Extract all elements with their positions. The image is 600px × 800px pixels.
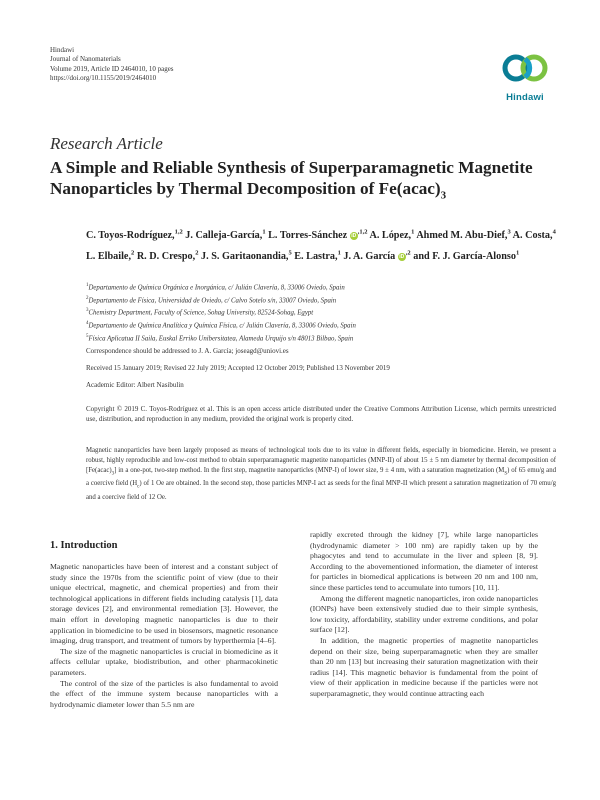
paragraph: Among the different magnetic nanoparticles, iron oxide nanoparticles (IONPs) have been extensively studied due to their simple synthesis, low toxicity, affordability, stability under extreme conditions, and polar surface [12]. — [310, 593, 538, 635]
author-name: J. S. Garitaonandia, — [201, 250, 289, 262]
affiliation-number: 5 — [86, 333, 89, 339]
author-affiliation-marker: 1 — [262, 229, 266, 236]
author — [201, 251, 292, 262]
abstract-sub-1: 3 — [111, 471, 115, 477]
journal-name: Journal of Nanomaterials — [50, 55, 121, 64]
dates-line: Received 15 January 2019; Revised 22 July 2019; Accepted 12 October 2019; Published 13 November 2019 — [86, 364, 390, 372]
logo-wordmark: Hindawi — [506, 92, 544, 103]
section-heading: 1. Introduction — [50, 540, 118, 551]
author-affiliation-marker: 2 — [131, 249, 135, 257]
affiliation — [86, 332, 556, 345]
author-affiliation-marker: 1 — [337, 249, 341, 257]
paragraph: rapidly excreted through the kidney [7], while large nanoparticles (hydrodynamic diameter > 100 nm) are rapidly taken up by the phagocytes and tend to accumulate in the liver and spleen [8, 9]. According to the abovementioned information, the diameter of interest for particles in biomedical applications is between 20 nm and 100 nm, since these particles tend to accumulate into tumors [10, 11]. — [310, 530, 538, 592]
correspondence-line: Correspondence should be addressed to J. A. García; joseagd@uniovi.es — [86, 347, 289, 355]
author-affiliation-marker: 1 — [515, 249, 520, 257]
body-column-left — [50, 562, 278, 710]
abstract — [86, 446, 556, 503]
affiliation-number: 1 — [86, 283, 89, 288]
author-name: and F. J. García-Alonso — [413, 250, 516, 262]
author-affiliation-marker: 4 — [552, 229, 556, 236]
affiliation — [86, 294, 556, 307]
author-affiliation-marker: ,2 — [405, 249, 411, 257]
author-affiliation-marker: 2 — [195, 249, 199, 257]
doi-link[interactable]: https://doi.org/10.1155/2019/2464010 — [50, 74, 157, 83]
article-type: Research Article — [50, 134, 163, 153]
author-name: C. Toyos-Rodríguez, — [86, 230, 175, 242]
affiliation-number: 2 — [86, 295, 89, 301]
body-column-right — [310, 530, 538, 700]
paragraph: Magnetic nanoparticles have been of interest and a constant subject of study since the 1970s from the scientific point of view (due to their unique electrical, magnetic, and chemical properties) and from their technological applications in different fields including catalysis [1], data storage devices [2], and environmental remediation [3]. However, the main effort in developing magnetic nanoparticles is due to their application in biomedicine to be used in biosensors, magnetic resonance imaging, drug transport, and treatment of tumors by hyperthermia [4–6]. — [50, 562, 278, 646]
abstract-sub-3: c — [137, 484, 140, 490]
author-affiliation-marker: ,1,2 — [357, 229, 368, 236]
author-name: L. Elbaile, — [86, 250, 132, 262]
affiliation — [86, 281, 556, 294]
author — [413, 251, 519, 262]
author-name: R. D. Crespo, — [136, 250, 196, 262]
author-name: J. Calleja-García, — [185, 230, 263, 242]
author — [416, 230, 510, 241]
author-list — [86, 224, 556, 265]
volume-info: Volume 2019, Article ID 2464010, 10 pages — [50, 64, 174, 73]
affiliation-text: Chemistry Department, Faculty of Science, Sohag University, 82524-Sohag, Egypt — [88, 309, 314, 317]
abstract-sub-2: S — [504, 471, 508, 477]
author-name: A. López, — [369, 230, 412, 242]
affiliation-text: Departamento de Física, Universidad de Oviedo, c/ Calvo Sotelo s/n, 33007 Oviedo, Spain — [88, 296, 337, 304]
affiliation-text: Departamento de Química Orgánica e Inorgánica, c/ Julián Clavería, 8, 33006 Oviedo, Spain — [88, 284, 345, 292]
paragraph: The size of the magnetic nanoparticles is crucial in biomedicine as it affects cellular uptake, biodistribution, and other pharmacokinetic parameters. — [50, 646, 278, 677]
affiliation-list — [86, 281, 556, 344]
affiliation-number: 4 — [86, 321, 89, 327]
paragraph: In addition, the magnetic properties of magnetite nanoparticles depend on their size, being superparamagnetic when they are smaller than 20 nm [13] but increasing their saturation magnetization with their radius [14]. This magnetic behavior is fundamental from the point of view of their application in medicine because if the particles were not superparamagnetic, they would continue attracting each — [310, 635, 538, 698]
abstract-part-2: ] in a one-pot, two-step method. In the first step, magnetite nanoparticles (MNP-I) of lower size, 9 ± 4 nm, with a saturation magnetization (M — [114, 467, 505, 474]
author-name: A. Costa, — [512, 230, 553, 242]
affiliation — [86, 306, 556, 319]
title-text: A Simple and Reliable Synthesis of Superparamagnetic Magnetite Nanoparticles by Thermal Decomposition of Fe(acac) — [50, 158, 533, 198]
orcid-icon[interactable]: iD — [351, 233, 357, 240]
paragraph: The control of the size of the particles is also fundamental to avoid the effect of the immune system because nanoparticles with a hydrodynamic diameter lower than 5.5 nm are — [50, 678, 278, 709]
author — [137, 251, 199, 262]
author — [369, 230, 414, 241]
publisher-name: Hindawi — [50, 46, 75, 54]
author-affiliation-marker: 5 — [288, 249, 292, 257]
author-name: J. A. García — [343, 250, 396, 262]
copyright-notice: Copyright © 2019 C. Toyos-Rodríguez et al. This is an open access article distributed under the Creative Commons Attribution License, which permits unrestricted use, distribution, and reproduction in any medium, provided the original work is properly cited. — [86, 405, 556, 423]
orcid-icon[interactable]: iD — [399, 253, 405, 260]
author-name: L. Torres-Sánchez — [268, 230, 348, 242]
abstract-part-1: Magnetic nanoparticles have been largely proposed as means of technological tools due to its value in different fields, especially in biomedicine. Herein, we present a robust, highly reproducible and low-cost method to obtain superparamagnetic magnetite nanoparticles (MNP-II) of about 15 ± 5 nm diameter by thermal decomposition of [Fe(acac) — [86, 447, 556, 474]
author-affiliation-marker: 3 — [507, 229, 511, 236]
author — [86, 230, 183, 241]
abstract-part-4: ) of 1 Oe are obtained. In the second step, those particles MNP-I act as seeds for the final MNP-II which present a saturation magnetization of 70 emu/g and a coercive field of 12 Oe. — [86, 480, 556, 501]
journal-meta — [50, 46, 174, 84]
academic-editor: Academic Editor: Albert Nasibulin — [86, 381, 184, 389]
author — [268, 230, 367, 241]
author-affiliation-marker: 1 — [411, 229, 415, 236]
author — [513, 230, 556, 241]
affiliation-text: Física Aplicatua II Saila, Euskal Erriko Unibersitatea, Alameda Urquijo s/n 48013 Bilbao, Spain — [88, 334, 354, 342]
title-subscript: 3 — [440, 189, 447, 202]
author-name: Ahmed M. Abu-Dief, — [416, 230, 508, 242]
author — [343, 251, 410, 262]
article-title — [50, 157, 550, 206]
affiliation-text: Departamento de Química Analítica y Química Física, c/ Julián Clavería, 8, 33006 Oviedo, Spain — [88, 322, 356, 330]
author — [86, 251, 134, 262]
author — [185, 230, 265, 241]
affiliation-number: 3 — [86, 308, 89, 314]
affiliation — [86, 319, 556, 332]
author-name: E. Lastra, — [294, 250, 338, 262]
abstract-part-3: ) of 65 emu/g and a coercive field (H — [86, 467, 556, 488]
author-affiliation-marker: 1,2 — [174, 229, 183, 236]
author — [294, 251, 341, 262]
